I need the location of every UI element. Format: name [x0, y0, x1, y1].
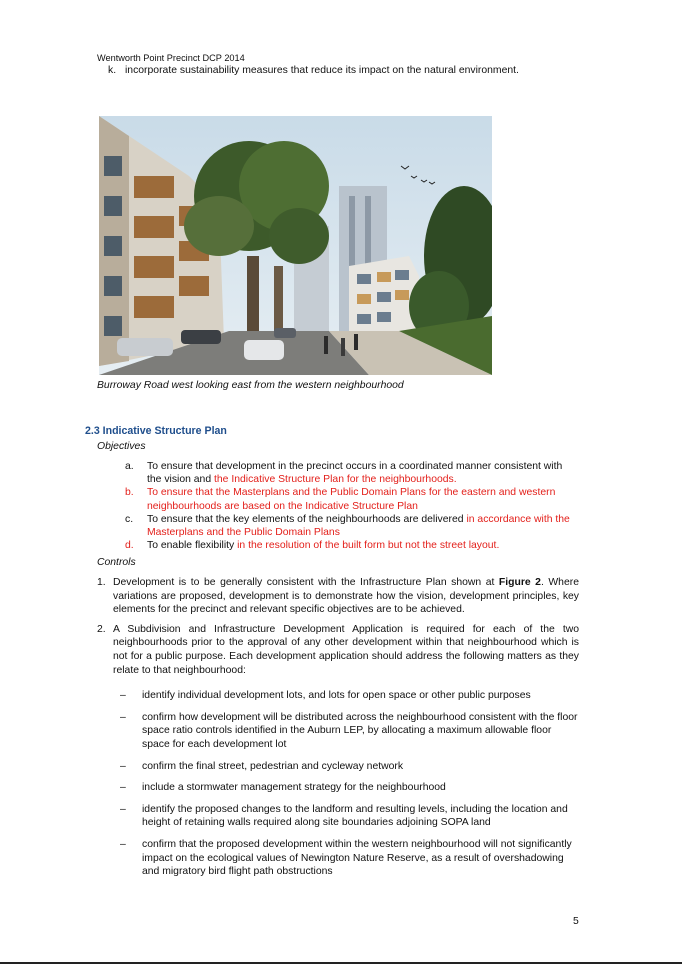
bullet-marker: –	[120, 690, 126, 702]
objective-text-segment: the Indicative Structure Plan for the neighbourhoods.	[214, 474, 457, 486]
street-photo-illustration	[99, 116, 492, 375]
bullet-item	[120, 689, 579, 703]
section-heading: 2.3 Indicative Structure Plan	[85, 425, 227, 437]
bullet-item	[120, 838, 579, 879]
bullet-item	[120, 711, 579, 752]
bullet-marker: –	[120, 782, 126, 794]
running-header: Wentworth Point Precinct DCP 2014	[97, 53, 245, 63]
list-label: k.	[108, 65, 117, 76]
objective-text-segment: To ensure that development in the precinct occurs in a coordinated manner consistent with the vision and	[147, 461, 563, 486]
objective-text-segment: in accordance with the Masterplans and the Public Domain Plans	[147, 513, 570, 539]
control-text-segment: A Subdivision and Infrastructure Development Application is required for each of the two neighbourhoods prior to the approval of any other development within that neighbourhood which is not for a public purpose. Each development application should address the following matters as they relate to that neighbourhood:	[113, 623, 579, 676]
control-text-segment: . Where variations are proposed, development is to demonstrate how the vision, development principles, key elements for the precinct and relevant specific objectives are to be achieved.	[113, 577, 579, 616]
objective-text	[147, 486, 575, 512]
controls-list	[97, 576, 579, 887]
objective-label: c.	[125, 513, 134, 525]
street-photo	[99, 116, 492, 375]
bullet-text: identify the proposed changes to the landform and resulting levels, including the location and height of retaining walls required along site boundaries adjoining SOPA land	[142, 803, 568, 829]
bullet-text: identify individual development lots, and lots for open space or other public purposes	[142, 690, 531, 702]
bullet-text: confirm how development will be distributed across the neighbourhood consistent with the floor space ratio controls identified in the Auburn LEP, by allocating a maximum allowable floor space for each development lot	[142, 711, 578, 750]
list-item-k	[108, 65, 519, 76]
objective-text-segment: in the resolution of the built form but not the street layout.	[237, 540, 500, 552]
objective-item	[125, 460, 575, 486]
bullet-item	[120, 781, 579, 795]
controls-label: Controls	[97, 557, 136, 568]
bullet-item	[120, 803, 579, 830]
objective-text	[147, 460, 575, 486]
bullet-item	[120, 760, 579, 774]
bullet-marker: –	[120, 711, 126, 723]
objective-text-segment: To ensure that the key elements of the neighbourhoods are delivered	[147, 513, 467, 525]
objective-text-segment: To ensure that the Masterplans and the Public Domain Plans for the eastern and western neighbourhoods are based on the Indicative Structure Plan	[147, 487, 556, 512]
list-text: incorporate sustainability measures that reduce its impact on the natural environment.	[125, 65, 519, 76]
objective-item	[125, 513, 575, 539]
objectives-list	[125, 460, 575, 552]
bullet-text: confirm that the proposed development within the western neighbourhood will not significantly impact on the ecological values of Newington Nature Reserve, as a result of overshadowing and migratory bird flight path obstructions	[142, 838, 572, 878]
bullet-text: include a stormwater management strategy for the neighbourhood	[142, 782, 446, 794]
control-text	[113, 623, 579, 677]
control-text-segment: Development is to be generally consistent with the Infrastructure Plan shown at	[113, 577, 499, 588]
control-number: 2.	[97, 623, 106, 635]
bullet-marker: –	[120, 760, 126, 772]
objective-label: a.	[125, 461, 134, 472]
page-number: 5	[573, 916, 579, 927]
figure-reference: Figure 2	[498, 577, 541, 588]
control-number: 1.	[97, 577, 106, 588]
requirements-bullet-list	[120, 689, 579, 879]
objective-text	[147, 513, 575, 539]
control-item	[97, 623, 579, 677]
objective-label: b.	[125, 487, 134, 499]
objective-label: d.	[125, 540, 134, 552]
control-item	[97, 576, 579, 617]
objective-item	[125, 486, 575, 512]
objective-text-segment: To enable flexibility	[147, 540, 238, 552]
objectives-label: Objectives	[97, 441, 146, 452]
control-text	[113, 576, 579, 617]
bullet-marker: –	[120, 803, 126, 815]
bullet-marker: –	[120, 838, 126, 850]
objective-text	[147, 539, 499, 552]
figure-caption: Burroway Road west looking east from the western neighbourhood	[97, 380, 404, 391]
objective-item	[125, 539, 575, 552]
bullet-text: confirm the final street, pedestrian and cycleway network	[142, 760, 404, 772]
page-bottom-rule	[0, 962, 682, 964]
